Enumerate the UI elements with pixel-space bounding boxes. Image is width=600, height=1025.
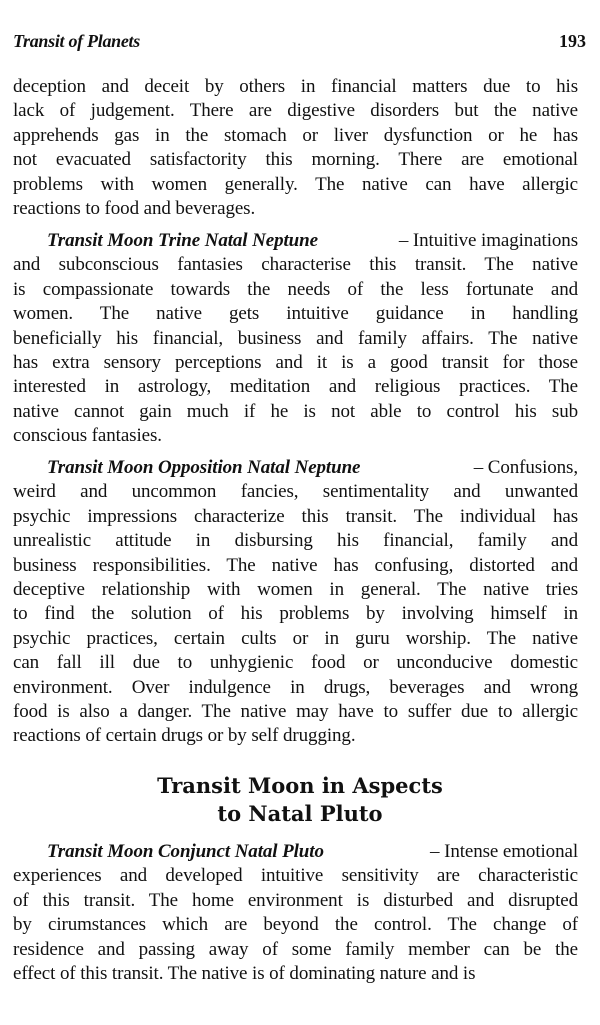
text-line: by cirumstances which are beyond the control. The change of — [13, 914, 578, 936]
section-heading-line-1: Transit Moon in Aspects — [157, 773, 443, 798]
text-line: psychic impressions characterize this transit. The individual has — [13, 505, 578, 527]
text-line-rest: – Intuitive imaginations — [398, 230, 578, 251]
text-line: psychic practices, certain cults or in guru worship. The native — [13, 627, 578, 649]
lead-in-title: Transit Moon Trine Natal Neptune — [47, 230, 318, 251]
text-line: has extra sensory perceptions and it is a good transit for those — [13, 351, 578, 373]
section-heading-line-2: to Natal Pluto — [217, 801, 383, 826]
text-line: is compassionate towards the needs of the less fortunate and — [13, 278, 578, 300]
text-line: beneficially his financial, business and family affairs. The native — [13, 327, 578, 349]
text-line: not evacuated satisfactority this morning. There are emotional — [13, 149, 578, 171]
text-line: reactions of certain drugs or by self drugging. — [13, 725, 356, 747]
text-line: business responsibilities. The native has confusing, distorted and — [13, 554, 578, 576]
text-line: residence and passing away of some family member can be the — [13, 938, 578, 960]
text-line: deceptive relationship with women in general. The native tries — [13, 578, 578, 600]
text-line: weird and uncommon fancies, sentimentality and unwanted — [13, 481, 578, 503]
text-line: unrealistic attitude in disbursing his financial, family and — [13, 530, 578, 552]
text-line: interested in astrology, meditation and religious practices. The — [13, 376, 578, 398]
section-heading — [0, 772, 600, 828]
text-line-rest: – Confusions, — [473, 457, 578, 478]
text-line: problems with women generally. The native can have allergic — [13, 173, 578, 195]
paragraph-moon-opposition-neptune — [13, 456, 578, 749]
paragraph-continuation — [13, 75, 578, 221]
lead-in-title: Transit Moon Conjunct Natal Pluto — [47, 841, 324, 862]
paragraph-moon-conjunct-pluto — [13, 840, 578, 986]
running-title: Transit of Planets — [13, 31, 140, 51]
page-number: 193 — [559, 31, 586, 51]
text-line: of this transit. The home environment is disturbed and disrupted — [13, 889, 578, 911]
text-line: environment. Over indulgence in drugs, beverages and wrong — [13, 676, 578, 698]
text-line: native cannot gain much if he is not able to control his sub — [13, 400, 578, 422]
text-line: to find the solution of his problems by involving himself in — [13, 603, 578, 625]
text-line — [13, 229, 578, 253]
text-line — [13, 840, 578, 864]
paragraph-moon-trine-neptune — [13, 229, 578, 449]
text-line-rest: – Intense emotional — [430, 841, 578, 862]
text-line: can fall ill due to unhygienic food or unconducive domestic — [13, 652, 578, 674]
text-line: women. The native gets intuitive guidance in handling — [13, 303, 578, 325]
text-line: experiences and developed intuitive sensitivity are characteristic — [13, 865, 578, 887]
text-line: and subconscious fantasies characterise this transit. The native — [13, 254, 578, 276]
text-line: effect of this transit. The native is of dominating nature and is — [13, 962, 476, 984]
text-line: reactions to food and beverages. — [13, 197, 256, 219]
lead-in-title: Transit Moon Opposition Natal Neptune — [47, 457, 361, 478]
text-line: apprehends gas in the stomach or liver dysfunction or he has — [13, 124, 578, 146]
text-line: lack of judgement. There are digestive disorders but the native — [13, 100, 578, 122]
text-line — [13, 456, 578, 480]
text-line: deception and deceit by others in financial matters due to his — [13, 76, 578, 97]
text-line: food is also a danger. The native may have to suffer due to allergic — [13, 700, 578, 722]
text-line: conscious fantasies. — [13, 425, 162, 447]
